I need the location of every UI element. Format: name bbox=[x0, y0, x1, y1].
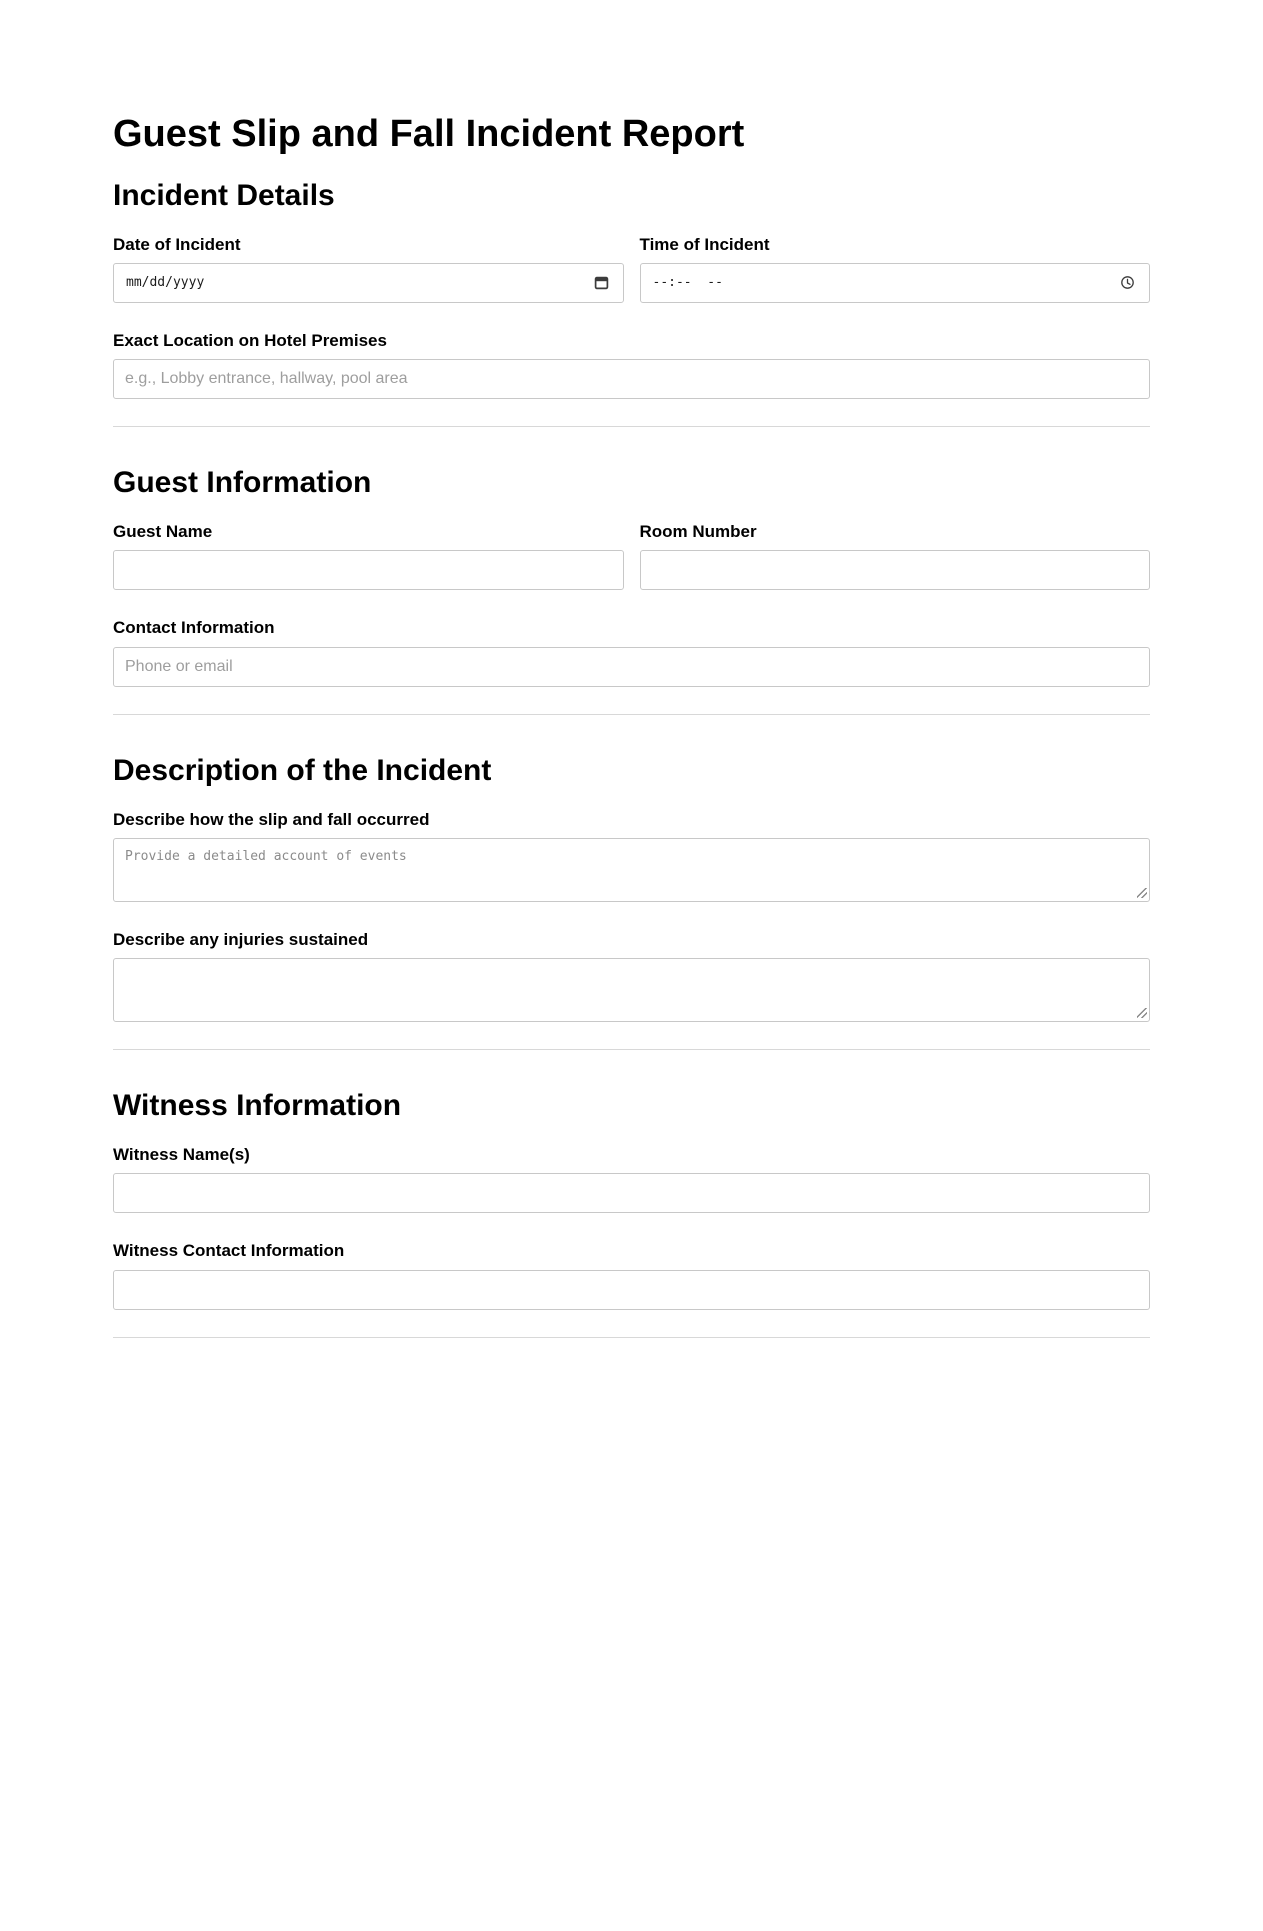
time-of-incident-value: --:-- -- bbox=[652, 275, 723, 291]
section-incident-details bbox=[113, 178, 1150, 400]
witness-contact-field bbox=[113, 1240, 1150, 1309]
witness-names-input[interactable] bbox=[113, 1173, 1150, 1213]
how-occurred-textarea-wrap bbox=[113, 838, 1150, 902]
contact-information-field bbox=[113, 617, 1150, 686]
guest-name-label: Guest Name bbox=[113, 522, 213, 542]
section-description bbox=[113, 753, 1150, 1023]
section-guest-information bbox=[113, 465, 1150, 687]
location-input[interactable] bbox=[113, 359, 1150, 399]
how-occurred-field bbox=[113, 809, 1150, 902]
incident-details-heading: Incident Details bbox=[113, 178, 335, 212]
injuries-field bbox=[113, 929, 1150, 1022]
time-of-incident-field bbox=[640, 234, 1151, 303]
guest-name-field bbox=[113, 521, 624, 590]
witness-names-label: Witness Name(s) bbox=[113, 1145, 250, 1165]
location-field bbox=[113, 330, 1150, 399]
section-divider bbox=[113, 1049, 1150, 1050]
guest-information-heading: Guest Information bbox=[113, 466, 372, 500]
section-witness-information bbox=[113, 1088, 1150, 1310]
section-divider bbox=[113, 426, 1150, 427]
description-heading: Description of the Incident bbox=[113, 753, 492, 787]
section-divider bbox=[113, 1337, 1150, 1338]
how-occurred-textarea[interactable] bbox=[113, 838, 1150, 902]
date-of-incident-input[interactable] bbox=[113, 263, 624, 303]
contact-information-input[interactable] bbox=[113, 647, 1150, 687]
injuries-textarea[interactable] bbox=[113, 958, 1150, 1022]
date-of-incident-value: mm/dd/yyyy bbox=[126, 275, 205, 291]
witness-contact-input[interactable] bbox=[113, 1270, 1150, 1310]
calendar-icon[interactable] bbox=[594, 275, 609, 290]
page-title: Guest Slip and Fall Incident Report bbox=[113, 113, 745, 155]
how-occurred-label: Describe how the slip and fall occurred bbox=[113, 809, 430, 829]
name-room-row bbox=[113, 521, 1150, 617]
contact-information-label: Contact Information bbox=[113, 618, 275, 638]
room-number-field bbox=[640, 521, 1151, 590]
injuries-textarea-wrap bbox=[113, 958, 1150, 1022]
injuries-label: Describe any injuries sustained bbox=[113, 929, 369, 949]
witness-contact-label: Witness Contact Information bbox=[113, 1241, 345, 1261]
date-time-row bbox=[113, 234, 1150, 330]
witness-names-field bbox=[113, 1144, 1150, 1213]
incident-report-page bbox=[113, 0, 1150, 1458]
date-of-incident-field bbox=[113, 234, 624, 303]
room-number-label: Room Number bbox=[639, 522, 757, 542]
time-of-incident-input[interactable] bbox=[640, 263, 1151, 303]
guest-name-input[interactable] bbox=[113, 550, 624, 590]
date-of-incident-label: Date of Incident bbox=[113, 234, 241, 254]
location-label: Exact Location on Hotel Premises bbox=[113, 330, 387, 350]
clock-icon[interactable] bbox=[1120, 275, 1135, 290]
section-divider bbox=[113, 714, 1150, 715]
witness-information-heading: Witness Information bbox=[113, 1089, 402, 1123]
room-number-input[interactable] bbox=[640, 550, 1151, 590]
time-of-incident-label: Time of Incident bbox=[639, 234, 770, 254]
